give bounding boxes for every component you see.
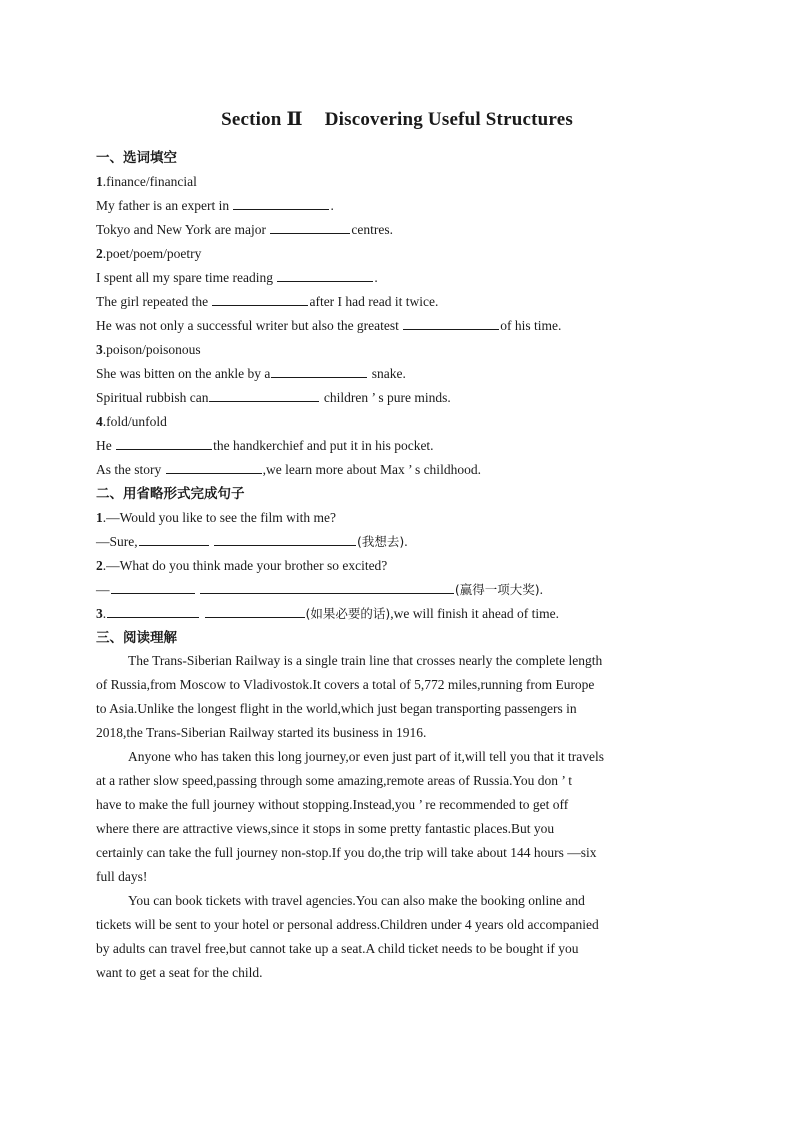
q4-sentence-1 [96, 437, 434, 455]
q1-word-group [96, 173, 197, 191]
answer-blank[interactable] [403, 317, 499, 330]
answer-blank[interactable] [111, 581, 195, 594]
q3-s2-text: Spiritual rubbish can [96, 390, 209, 405]
section-name: Discovering Useful Structures [324, 109, 573, 130]
q1-s2-end: centres. [351, 222, 394, 237]
answer-blank[interactable] [277, 269, 373, 282]
paragraph-line: of Russia,from Moscow to Vladivostok.It covers a total of 5,772 miles,running from Europe [96, 677, 595, 692]
reading-paragraph-1 [96, 649, 688, 745]
answer-blank[interactable] [271, 365, 367, 378]
q1-sentence-1 [96, 197, 334, 215]
p2-q2-text: .—What do you think made your brother so excited? [102, 558, 388, 573]
q1-words: .finance/financial [102, 174, 197, 189]
p2-q1-number: 1 [96, 510, 103, 525]
q3-number: 3 [96, 342, 103, 357]
q2-sentence-2 [96, 293, 438, 311]
q2-word-group [96, 245, 201, 263]
paragraph-line: tickets will be sent to your hotel or personal address.Children under 4 years old accompanied [96, 917, 599, 932]
section-number: Section Ⅱ [221, 109, 303, 130]
q2-number: 2 [96, 246, 103, 261]
part3-heading: 三、阅读理解 [96, 630, 177, 646]
p2-q1-answer [96, 533, 408, 551]
q3-s2-end: children ’ s pure minds. [320, 390, 451, 405]
q4-s1-end: the handkerchief and put it in his pocket. [213, 438, 434, 453]
part2-heading: 二、用省略形式完成句子 [96, 486, 245, 502]
p2-q1-hint: (我想去) [357, 534, 405, 549]
q2-s2-text: The girl repeated the [96, 294, 212, 309]
paragraph-line: by adults can travel free,but cannot take up a seat.A child ticket needs to be bought if you [96, 941, 579, 956]
q2-s2-end: after I had read it twice. [309, 294, 439, 309]
p2-q2-number: 2 [96, 558, 103, 573]
p2-q1-question [96, 509, 336, 527]
q1-s1-end: . [330, 198, 334, 213]
paragraph-line: 2018,the Trans-Siberian Railway started its business in 1916. [96, 725, 427, 740]
answer-blank[interactable] [166, 461, 262, 474]
q2-s3-end: of his time. [500, 318, 562, 333]
answer-blank[interactable] [116, 437, 212, 450]
q4-number: 4 [96, 414, 103, 429]
q4-words: .fold/unfold [102, 414, 167, 429]
q1-s2-text: Tokyo and New York are major [96, 222, 270, 237]
q1-number: 1 [96, 174, 103, 189]
answer-blank[interactable] [214, 533, 356, 546]
answer-blank[interactable] [139, 533, 209, 546]
p2-q3-hint: (如果必要的话) [305, 606, 391, 621]
q4-s1-text: He [96, 438, 116, 453]
paragraph-line: where there are attractive views,since it stops in some pretty fantastic places.But you [96, 821, 555, 836]
q4-word-group [96, 413, 167, 431]
p2-q1-text: .—Would you like to see the film with me? [102, 510, 336, 525]
paragraph-line: to Asia.Unlike the longest flight in the world,which just began transporting passengers in [96, 701, 577, 716]
q2-words: .poet/poem/poetry [102, 246, 202, 261]
answer-blank[interactable] [270, 221, 350, 234]
paragraph-line: want to get a seat for the child. [96, 965, 263, 980]
p2-q3-answer [96, 605, 559, 623]
p2-q2-answer-start: — [96, 582, 110, 597]
paragraph-line: You can book tickets with travel agencies.You can also make the booking online and [128, 893, 585, 908]
paragraph-line: The Trans-Siberian Railway is a single train line that crosses nearly the complete length [128, 653, 603, 668]
paragraph-line: at a rather slow speed,passing through some amazing,remote areas of Russia.You don ’ t [96, 773, 573, 788]
p2-q3-number: 3 [96, 606, 103, 621]
p2-q2-answer [96, 581, 543, 599]
q2-sentence-3 [96, 317, 561, 335]
answer-blank[interactable] [212, 293, 308, 306]
page-title [0, 108, 794, 131]
q3-words: .poison/poisonous [102, 342, 201, 357]
q3-sentence-2 [96, 389, 451, 407]
answer-blank[interactable] [205, 605, 305, 618]
answer-blank[interactable] [209, 389, 319, 402]
q3-s1-text: She was bitten on the ankle by a [96, 366, 271, 381]
p2-q2-question [96, 557, 387, 575]
answer-blank[interactable] [107, 605, 199, 618]
q3-word-group [96, 341, 201, 359]
answer-blank[interactable] [233, 197, 329, 210]
q1-sentence-2 [96, 221, 393, 239]
answer-blank[interactable] [200, 581, 454, 594]
paragraph-line: Anyone who has taken this long journey,or even just part of it,will tell you that it travels [128, 749, 605, 764]
q3-sentence-1 [96, 365, 406, 383]
q4-s2-text: As the story [96, 462, 165, 477]
q2-s1-text: I spent all my spare time reading [96, 270, 277, 285]
reading-paragraph-3 [96, 889, 688, 985]
p2-q2-end: . [539, 582, 544, 597]
paragraph-line: have to make the full journey without stopping.Instead,you ’ re recommended to get off [96, 797, 569, 812]
q2-s1-end: . [374, 270, 378, 285]
q2-s3-text: He was not only a successful writer but also the greatest [96, 318, 403, 333]
q2-sentence-1 [96, 269, 378, 287]
q4-s2-end: ,we learn more about Max ’ s childhood. [262, 462, 481, 477]
paragraph-line: certainly can take the full journey non-stop.If you do,the trip will take about 144 hours —six [96, 845, 597, 860]
q1-s1-text: My father is an expert in [96, 198, 233, 213]
reading-paragraph-2 [96, 745, 688, 889]
q3-s1-end: snake. [368, 366, 406, 381]
part1-heading: 一、选词填空 [96, 150, 177, 166]
paragraph-line: full days! [96, 869, 148, 884]
p2-q1-answer-start: —Sure, [96, 534, 138, 549]
p2-q3-end: ,we will finish it ahead of time. [390, 606, 559, 621]
p2-q2-hint: (赢得一项大奖) [454, 582, 540, 597]
p2-q3-pre: . [102, 606, 107, 621]
q4-sentence-2 [96, 461, 481, 479]
p2-q1-end: . [404, 534, 408, 549]
